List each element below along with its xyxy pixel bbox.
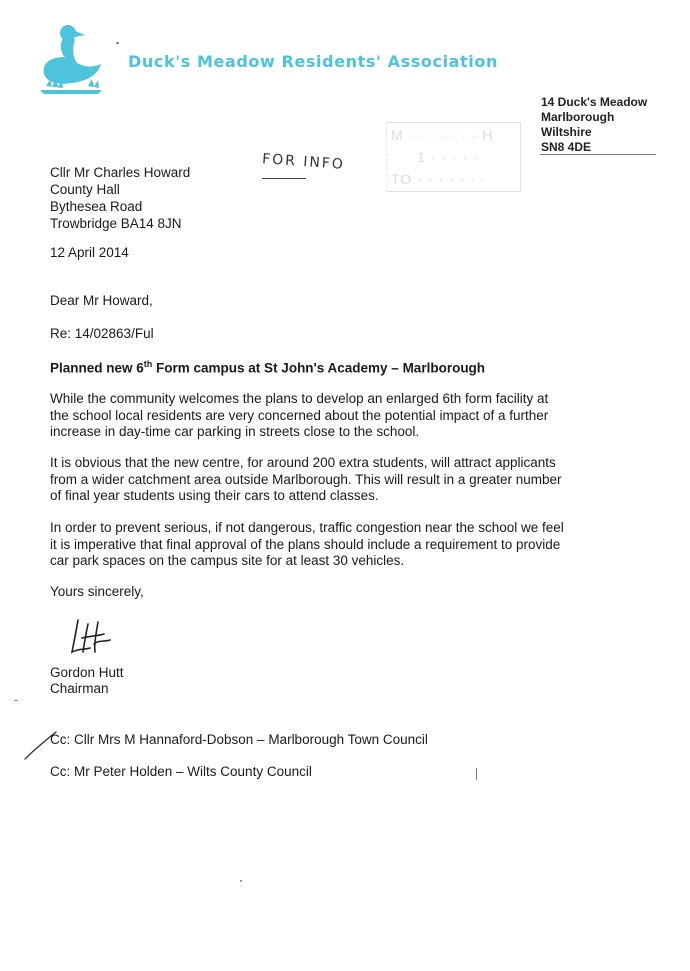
received-stamp: M · · · · · · · H 1 · · · · · TO · · · · · · · [386, 122, 521, 192]
paragraph-line: It is obvious that the new centre, for around 200 extra students, will attract applicants [50, 455, 556, 470]
body-paragraph [50, 455, 650, 505]
recipient-line: Bythesea Road [50, 199, 143, 214]
handwritten-underline [262, 178, 306, 179]
sender-address-line: Wiltshire [541, 125, 592, 139]
scan-speck [116, 42, 119, 44]
sender-address-line: Marlborough [541, 110, 615, 124]
cc-line: Cc: Mr Peter Holden – Wilts County Council [50, 764, 312, 779]
sender-address-line: 14 Duck's Meadow [541, 95, 648, 109]
body-paragraph [50, 520, 650, 570]
paragraph-line: it is imperative that final approval of the plans should include a requirement to provide [50, 536, 561, 552]
paragraph-line: of final year students using their cars to attend classes. [50, 488, 379, 503]
body-paragraph [50, 391, 650, 441]
address-divider [540, 154, 656, 155]
reference: Re: 14/02863/Ful [50, 326, 154, 341]
duck-logo-icon [38, 20, 104, 100]
recipient-address [50, 164, 190, 232]
sender-address-line: SN8 4DE [541, 140, 592, 154]
subject-text: Form campus at St John's Academy – Marlborough [152, 360, 486, 376]
scan-speck [240, 880, 242, 882]
scan-speck [476, 768, 477, 780]
paragraph-line: from a wider catchment area outside Marlborough. This will result in a greater number [50, 471, 562, 487]
paragraph-line: car park spaces on the campus site for at least 30 vehicles. [50, 553, 405, 568]
letter-date: 12 April 2014 [50, 245, 129, 260]
sender-address [541, 95, 647, 155]
recipient-line: Trowbridge BA14 8JN [50, 216, 182, 231]
signatory-title: Chairman [50, 681, 109, 696]
paragraph-line: While the community welcomes the plans to develop an enlarged 6th form facility at [50, 391, 549, 406]
scan-speck [14, 700, 18, 701]
organisation-name: Duck's Meadow Residents' Association [128, 52, 498, 71]
subject-superscript: th [143, 359, 153, 369]
paragraph-line: increase in day-time car parking in streets close to the school. [50, 424, 420, 439]
recipient-line: Cllr Mr Charles Howard [50, 165, 191, 180]
subject-line [50, 359, 485, 376]
paragraph-line: the school local residents are very concerned about the potential impact of a further [50, 407, 549, 423]
signatory-name: Gordon Hutt [50, 665, 124, 680]
subject-text: Planned new 6 [50, 360, 144, 376]
closing: Yours sincerely, [50, 584, 144, 599]
recipient-line: County Hall [50, 182, 120, 197]
signature [64, 614, 124, 658]
handwritten-note: FOR INFO [261, 151, 346, 173]
cc-line: Cc: Cllr Mrs M Hannaford-Dobson – Marlborough Town Council [50, 732, 428, 747]
paragraph-line: In order to prevent serious, if not dangerous, traffic congestion near the school we feel [50, 520, 564, 535]
salutation: Dear Mr Howard, [50, 293, 153, 308]
